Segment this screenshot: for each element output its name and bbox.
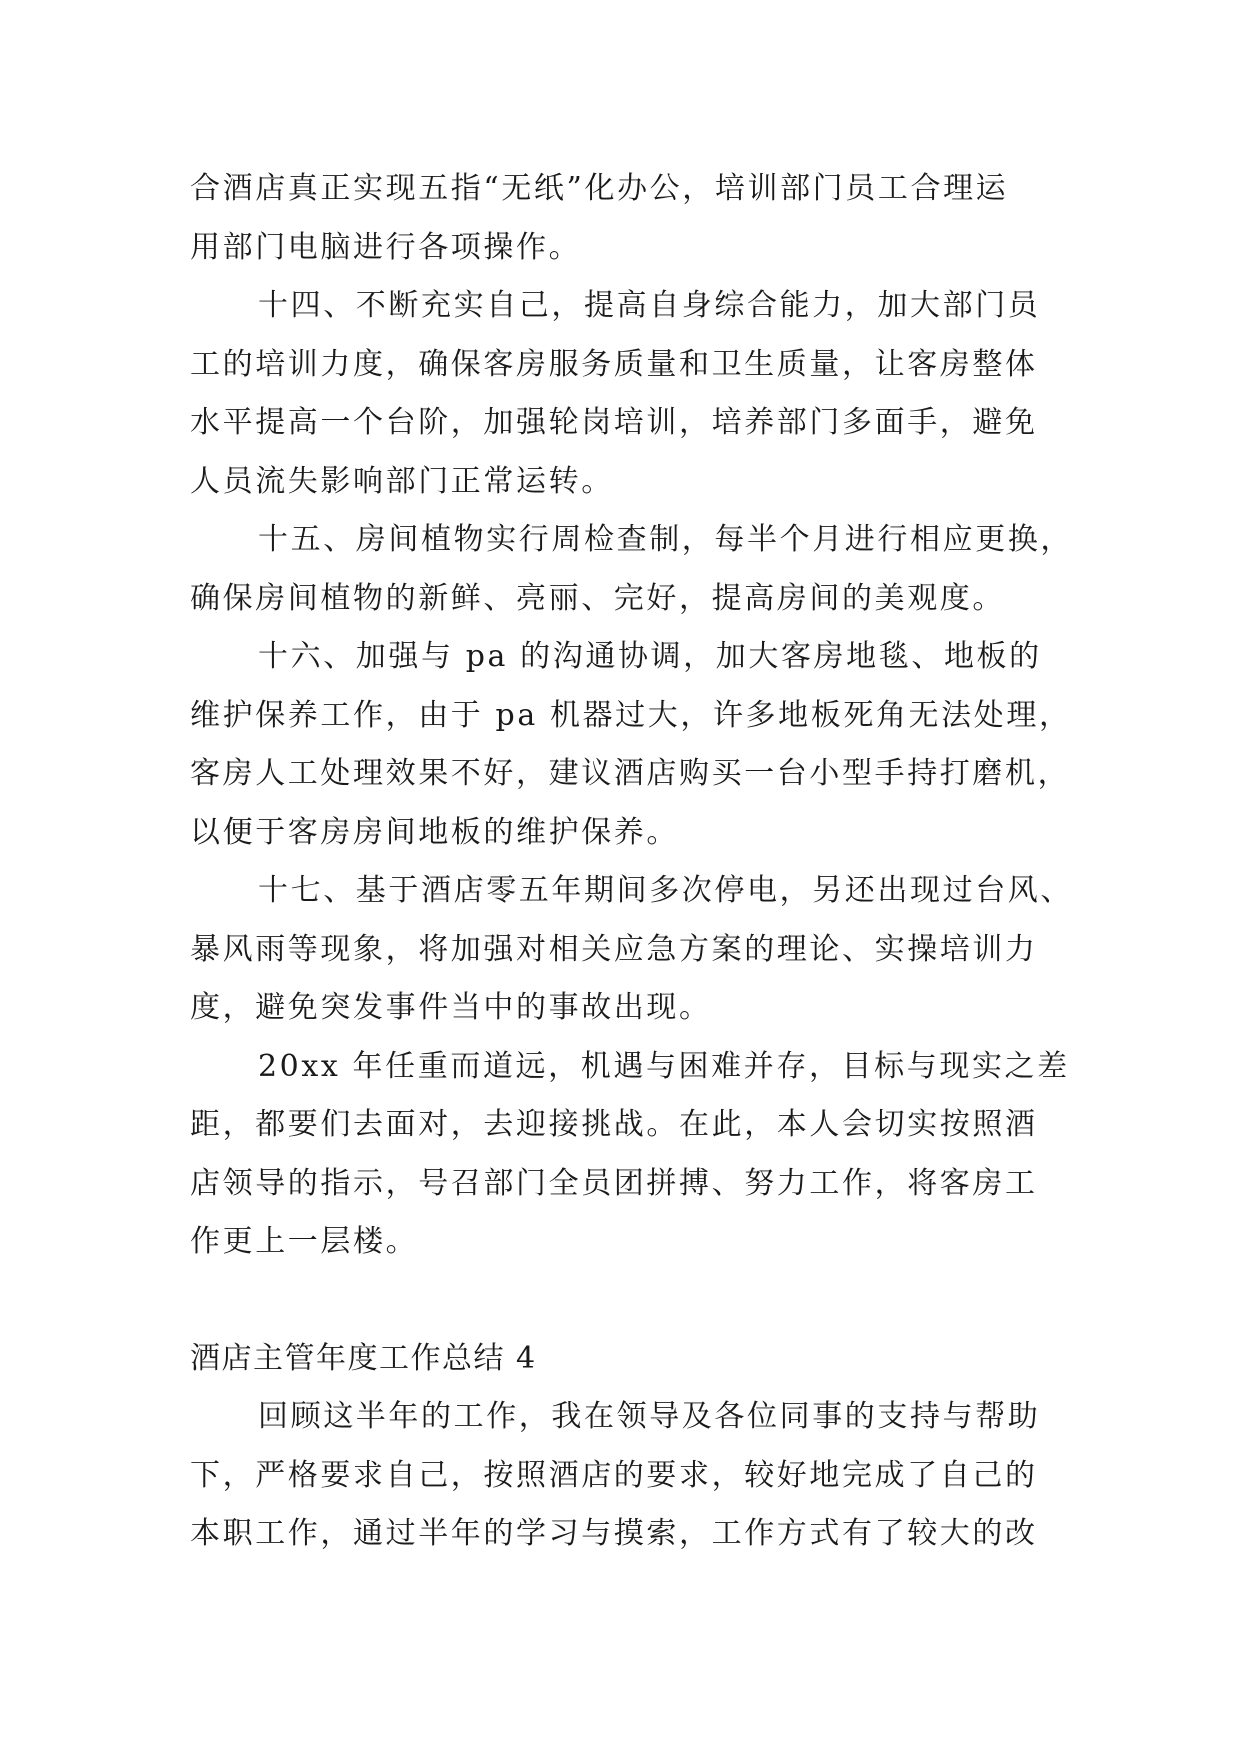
text-line: 回顾这半年的工作，我在领导及各位同事的支持与帮助 — [258, 1399, 1041, 1434]
paragraph — [190, 511, 1073, 628]
paragraph — [190, 862, 1073, 1038]
text-line: 十七、基于酒店零五年期间多次停电，另还出现过台风、 — [258, 873, 1073, 908]
text-line: 作更上一层楼。 — [190, 1224, 419, 1259]
text-line: 水平提高一个台阶，加强轮岗培训，培养部门多面手，避免 — [190, 405, 1038, 440]
text-line: 用部门电脑进行各项操作。 — [190, 229, 582, 265]
text-line: 距，都要们去面对，去迎接挑战。在此，本人会切实按照酒 — [190, 1107, 1038, 1142]
text-line: 十六、加强与 pa 的沟通协调，加大客房地毯、地板的 — [258, 639, 1042, 674]
text-line: 确保房间植物的新鲜、亮丽、完好，提高房间的美观度。 — [190, 580, 1005, 616]
text-line: 十四、不断充实自己，提高自身综合能力，加大部门员 — [258, 288, 1041, 323]
text-line: 下，严格要求自己，按照酒店的要求，较好地完成了自己的 — [190, 1457, 1038, 1493]
section-title: 酒店主管年度工作总结 4 — [190, 1340, 537, 1376]
paragraph — [190, 1388, 1070, 1564]
paragraph — [190, 277, 1070, 511]
text-line: 本职工作，通过半年的学习与摸索，工作方式有了较大的改 — [190, 1516, 1038, 1551]
paragraph — [190, 1038, 1070, 1272]
text-line: 工的培训力度，确保客房服务质量和卫生质量，让客房整体 — [190, 346, 1038, 382]
paragraph — [190, 628, 1070, 862]
text-line: 度，避免突发事件当中的事故出现。 — [190, 990, 712, 1025]
text-line: 人员流失影响部门正常运转。 — [190, 463, 614, 499]
text-line: 以便于客房房间地板的维护保养。 — [190, 814, 679, 850]
text-line: 十五、房间植物实行周检查制，每半个月进行相应更换， — [258, 522, 1073, 557]
text-line: 客房人工处理效果不好，建议酒店购买一台小型手持打磨机， — [190, 756, 1071, 791]
paragraph — [190, 160, 1070, 277]
document-body — [190, 160, 1073, 1564]
text-line: 维护保养工作，由于 pa 机器过大，许多地板死角无法处理， — [190, 697, 1072, 733]
text-line: 暴风雨等现象，将加强对相关应急方案的理论、实操培训力 — [190, 931, 1038, 967]
text-line: 店领导的指示，号召部门全员团拼搏、努力工作，将客房工 — [190, 1165, 1038, 1201]
text-line: 合酒店真正实现五指“无纸”化办公，培训部门员工合理运 — [190, 171, 1009, 206]
text-line: 20xx 年任重而道远，机遇与困难并存，目标与现实之差 — [258, 1048, 1070, 1084]
